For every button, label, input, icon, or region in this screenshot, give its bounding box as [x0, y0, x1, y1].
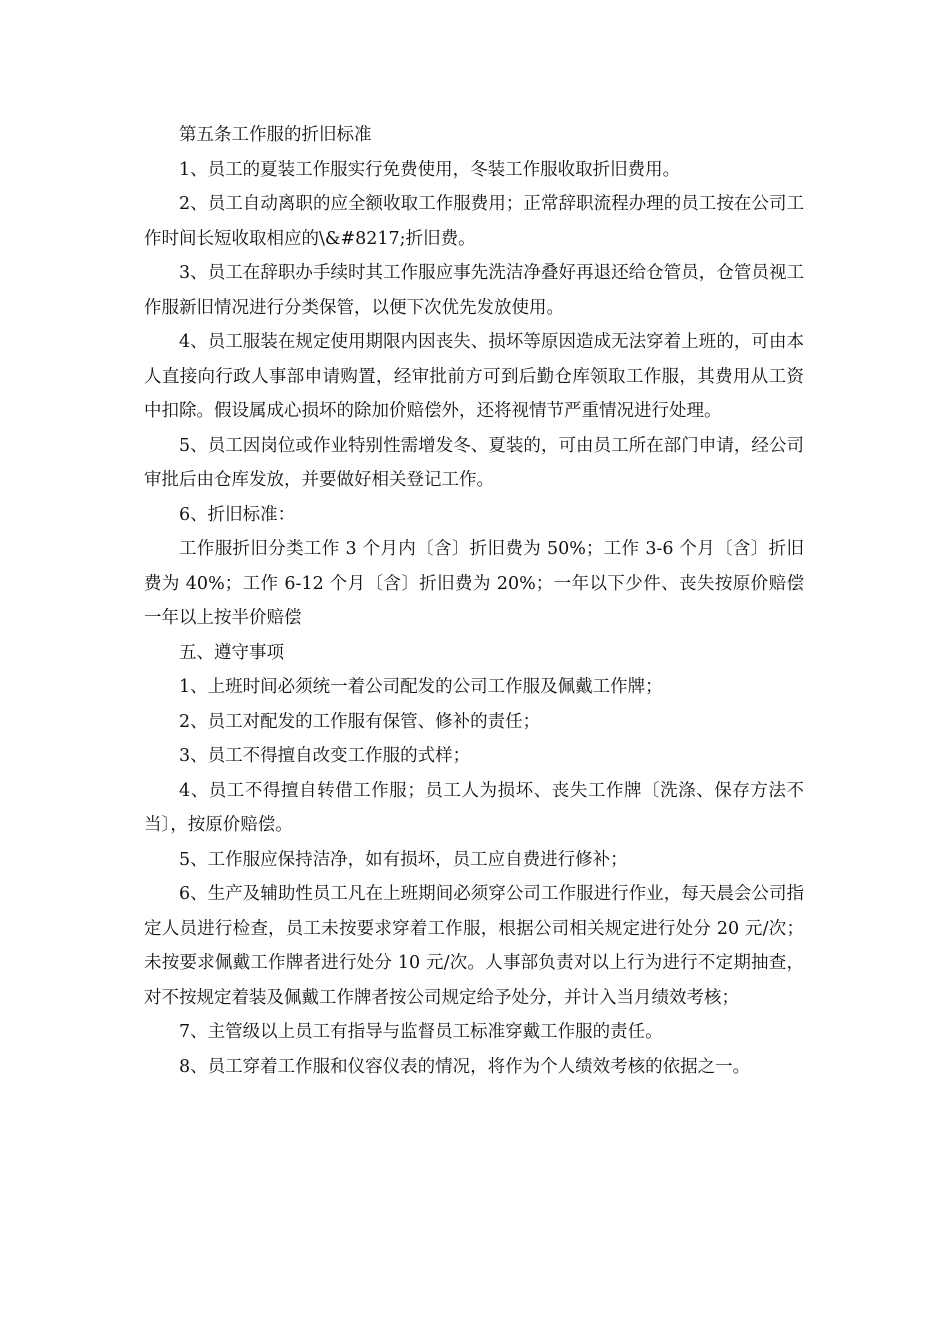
paragraph: 2、员工自动离职的应全额收取工作服费用；正常辞职流程办理的员工按在公司工作时间长短收取相应的\&#8217;折旧费。: [144, 194, 804, 249]
paragraph: 7、主管级以上员工有指导与监督员工标准穿戴工作服的责任。: [179, 1022, 663, 1042]
paragraph: 3、员工在辞职办手续时其工作服应事先洗洁净叠好再退还给仓管员，仓管员视工作服新旧情况进行分类保管，以便下次优先发放使用。: [144, 263, 804, 318]
paragraph: 4、员工服装在规定使用期限内因丧失、损坏等原因造成无法穿着上班的，可由本人直接向行政人事部申请购置，经审批前方可到后勤仓库领取工作服，其费用从工资中扣除。假设属成心损坏的除加价赔偿外，还将视情节严重情况进行处理。: [144, 332, 804, 421]
section-heading: 第五条工作服的折旧标准: [179, 125, 372, 145]
paragraph: 6、生产及辅助性员工凡在上班期间必须穿公司工作服进行作业，每天晨会公司指定人员进行检查，员工未按要求穿着工作服，根据公司相关规定进行处分 20 元/次；未按要求佩戴工作牌者进行处分 10 元/次。人事部负责对以上行为进行不定期抽查，对不按规定着装及佩戴工作牌者按公司规定给予处分，并计入当月绩效考核；: [144, 884, 804, 1008]
paragraph: 4、员工不得擅自转借工作服；员工人为损坏、丧失工作牌〔洗涤、保存方法不当〕，按原价赔偿。: [144, 780, 804, 835]
paragraph: 1、上班时间必须统一着公司配发的公司工作服及佩戴工作牌；: [179, 677, 663, 697]
paragraph: 6、折旧标准：: [179, 504, 296, 525]
paragraph: 5、工作服应保持洁净，如有损坏，员工应自费进行修补；: [179, 849, 628, 870]
document-body: [144, 118, 804, 1084]
paragraph: 1、员工的夏装工作服实行免费使用，冬装工作服收取折旧费用。: [179, 159, 681, 180]
paragraph: 8、员工穿着工作服和仪容仪表的情况，将作为个人绩效考核的依据之一。: [179, 1056, 751, 1077]
paragraph: 2、员工对配发的工作服有保管、修补的责任；: [179, 711, 541, 732]
paragraph: 3、员工不得擅自改变工作服的式样；: [179, 746, 471, 766]
section-heading: 五、遵守事项: [179, 642, 284, 663]
paragraph: 5、员工因岗位或作业特别性需增发冬、夏装的，可由员工所在部门申请，经公司审批后由仓库发放，并要做好相关登记工作。: [144, 435, 804, 490]
paragraph: 工作服折旧分类工作 3 个月内〔含〕折旧费为 50%；工作 3-6 个月〔含〕折旧费为 40%；工作 6-12 个月〔含〕折旧费为 20%；一年以下少件、丧失按原价赔偿一年以上按半价赔偿: [144, 539, 804, 628]
